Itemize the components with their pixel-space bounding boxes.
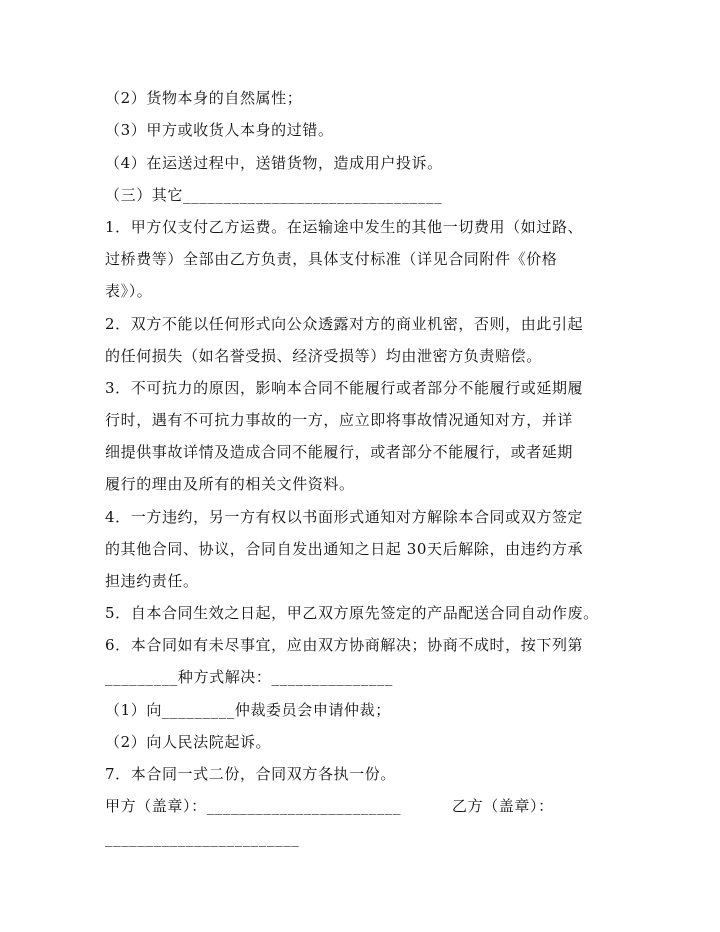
clause-line: 的其他合同、协议，合同自发出通知之日起 30天后解除，由违约方承 <box>105 540 584 558</box>
clause-line: _________种方式解决：_______________ <box>105 668 394 686</box>
clause-line: 表》）。 <box>105 282 153 300</box>
clause-line: 担违约责任。 <box>105 572 199 590</box>
clause-line: 6．本合同如有未尽事宜，应由双方协商解决；协商不成时，按下列第 <box>105 636 584 654</box>
clause-line: （3）甲方或收货人本身的过错。 <box>105 121 334 139</box>
clause-line: 3．不可抗力的原因，影响本合同不能履行或者部分不能履行或延期履 <box>105 379 584 397</box>
clause-line: 5．自本合同生效之日起，甲乙双方原先签定的产品配送合同自动作废。 <box>105 604 599 622</box>
signature-party-b: 乙方（盖章）： <box>452 797 554 815</box>
clause-line: 7．本合同一式二份，合同双方各执一份。 <box>105 765 396 783</box>
clause-line: （1）向_________仲裁委员会申请仲裁； <box>105 701 391 719</box>
clause-line: 过桥费等）全部由乙方负责，具体支付标准（详见合同附件《价格 <box>105 250 558 268</box>
clause-line: （2）货物本身的自然属性； <box>105 89 303 107</box>
clause-line: 2．双方不能以任何形式向公众透露对方的商业机密，否则，由此引起 <box>105 315 584 333</box>
section-heading: （三）其它________________________________ <box>105 186 443 204</box>
clause-line: （4）在运送过程中，送错货物，造成用户投诉。 <box>105 154 443 172</box>
clause-line: 4．一方违约，另一方有权以书面形式通知对方解除本合同或双方签定 <box>105 508 584 526</box>
clause-line: （2）向人民法院起诉。 <box>105 733 272 751</box>
clause-line: 履行的理由及所有的相关文件资料。 <box>105 475 355 493</box>
clause-line: 行时，遇有不可抗力事故的一方，应立即将事故情况通知对方，并详 <box>105 411 574 429</box>
signature-party-a: 甲方（盖章）：________________________ <box>105 797 402 815</box>
clause-line: 细提供事故详情及造成合同不能履行，或者部分不能履行，或者延期 <box>105 443 574 461</box>
clause-line: 的任何损失（如名誉受损、经济受损等）均由泄密方负责赔偿。 <box>105 347 542 365</box>
clause-line: 1．甲方仅支付乙方运费。在运输途中发生的其他一切费用（如过路、 <box>105 218 584 236</box>
signature-party-b-blank: ________________________ <box>105 829 300 847</box>
